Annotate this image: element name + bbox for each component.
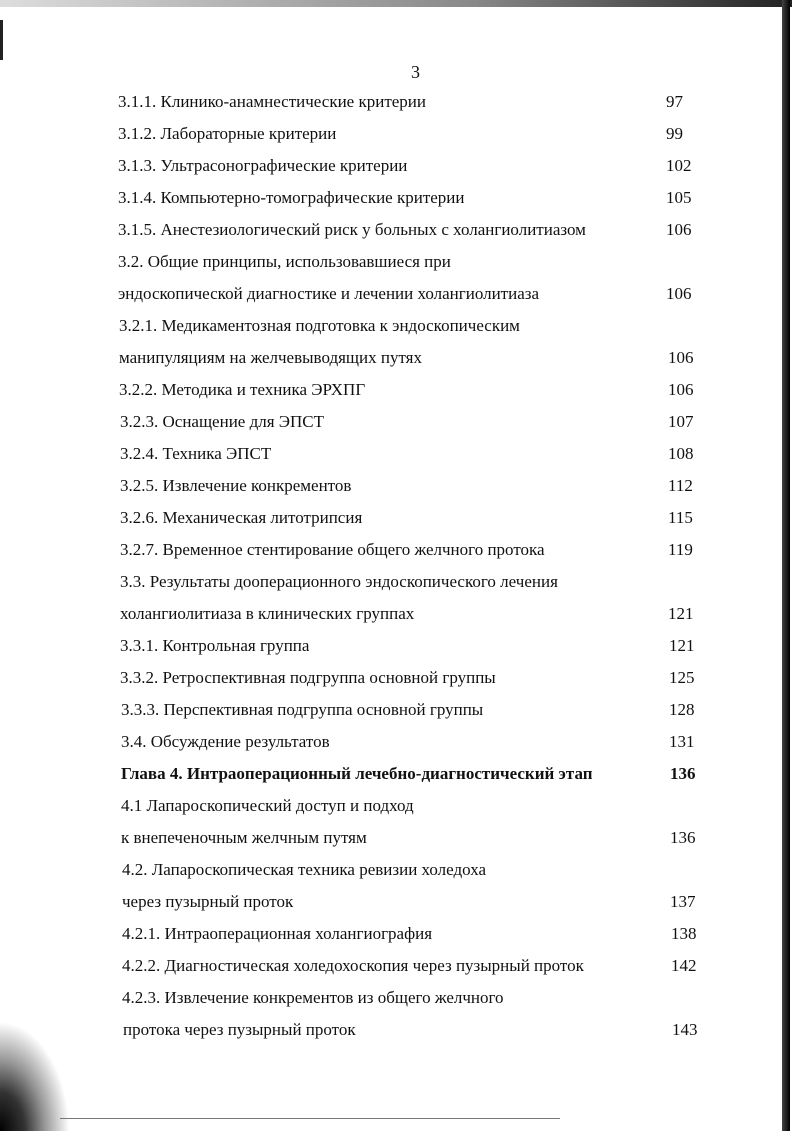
toc-entry-page: 106 [668,380,694,399]
toc-entry-title: 4.2.3. Извлечение конкрементов из общего желчного [122,988,504,1007]
toc-entry-title: 3.1.4. Компьютерно-томографические критерии [118,188,465,207]
toc-entry [0,438,792,470]
toc-entry-title: 3.2. Общие принципы, использовавшиеся при [118,252,451,271]
scan-edge-top [0,0,792,7]
toc-entry-page: 106 [666,220,692,239]
toc-entry-title: 3.3.1. Контрольная группа [120,636,310,655]
toc-entry-title: 4.1 Лапароскопический доступ и подход [121,796,414,815]
toc-entry-page: 106 [668,348,694,367]
toc-entry-page: 125 [669,668,695,687]
toc-entry-page: 137 [670,892,696,911]
toc-entry-page: 128 [669,700,695,719]
toc-entry [0,598,792,630]
toc-entry-page: 107 [668,412,694,431]
toc-entry [0,118,792,150]
toc-entry [0,758,792,790]
toc-entry-title: 3.2.3. Оснащение для ЭПСТ [120,412,325,431]
toc-entry-page: 112 [668,476,693,495]
toc-entry [0,726,792,758]
page-number: 3 [411,62,420,82]
toc-entry [0,342,792,374]
toc-entry-page: 136 [670,828,696,847]
toc-entry [0,790,792,822]
toc-entry [0,406,792,438]
toc-entry-title: Глава 4. Интраоперационный лечебно-диагностический этап [121,764,593,783]
toc-entry-page: 142 [671,956,697,975]
toc-entry [0,502,792,534]
toc-entry-title: 3.2.6. Механическая литотрипсия [120,508,363,527]
toc-entry-page: 106 [666,284,692,303]
toc-entry-title: 3.2.4. Техника ЭПСТ [120,444,272,463]
toc-entry [0,566,792,598]
toc-entry-title: 3.3. Результаты дооперационного эндоскопического лечения [120,572,558,591]
toc-entry-page: 102 [666,156,692,175]
toc-entry [0,662,792,694]
toc-entry [0,534,792,566]
toc-entry-title: 3.2.7. Временное стентирование общего желчного протока [120,540,545,559]
toc-entry [0,310,792,342]
toc-entry [0,470,792,502]
toc-entry-title: 3.2.2. Методика и техника ЭРХПГ [119,380,366,399]
toc-entry [0,918,792,950]
toc-entry-title: 3.3.3. Перспективная подгруппа основной группы [121,700,484,719]
toc-entry-title: 3.1.3. Ультрасонографические критерии [118,156,408,175]
toc-entry [0,886,792,918]
toc-entry-title: протока через пузырный проток [123,1020,356,1039]
toc-entry [0,1014,792,1046]
toc-entry-title: через пузырный проток [122,892,294,911]
toc-entry-page: 131 [669,732,695,751]
toc-entry [0,694,792,726]
toc-entry [0,214,792,246]
toc-entry-title: 4.2.1. Интраоперационная холангиография [122,924,433,943]
toc-entry-title: 3.1.5. Анестезиологический риск у больных с холангиолитиазом [118,220,586,239]
toc-entry-page: 108 [668,444,694,463]
toc-entry-page: 105 [666,188,692,207]
toc-entry-page: 115 [668,508,693,527]
scan-bottom-line [60,1118,560,1119]
toc-entry-title: 3.3.2. Ретроспективная подгруппа основной группы [120,668,496,687]
toc-entry [0,630,792,662]
table-of-contents [0,86,792,1046]
toc-entry [0,246,792,278]
toc-entry-title: 3.1.1. Клинико-анамнестические критерии [118,92,427,111]
toc-entry [0,86,792,118]
toc-entry-page: 136 [670,764,696,783]
toc-entry-page: 121 [668,604,694,623]
toc-entry-title: манипуляциям на желчевыводящих путях [119,348,422,367]
toc-entry [0,982,792,1014]
toc-entry-title: к внепеченочным желчным путям [121,828,367,847]
toc-entry-page: 119 [668,540,693,559]
toc-entry-page: 121 [669,636,695,655]
toc-entry [0,150,792,182]
toc-entry-title: 3.1.2. Лабораторные критерии [118,124,337,143]
toc-entry-title: 4.2.2. Диагностическая холедохоскопия через пузырный проток [122,956,584,975]
toc-entry [0,854,792,886]
toc-entry-title: 3.4. Обсуждение результатов [121,732,330,751]
toc-entry-page: 143 [672,1020,698,1039]
scan-edge-left-mark [0,20,3,60]
toc-entry [0,278,792,310]
toc-entry-title: холангиолитиаза в клинических группах [120,604,415,623]
toc-entry-page: 97 [666,92,683,111]
toc-entry-page: 138 [671,924,697,943]
toc-entry-title: 3.2.1. Медикаментозная подготовка к эндоскопическим [119,316,520,335]
toc-entry-title: 3.2.5. Извлечение конкрементов [120,476,352,495]
toc-entry-title: 4.2. Лапароскопическая техника ревизии холедоха [122,860,487,879]
toc-entry [0,822,792,854]
toc-entry [0,182,792,214]
toc-entry-title: эндоскопической диагностике и лечении холангиолитиаза [118,284,540,303]
toc-entry-page: 99 [666,124,683,143]
toc-entry [0,374,792,406]
toc-entry [0,950,792,982]
